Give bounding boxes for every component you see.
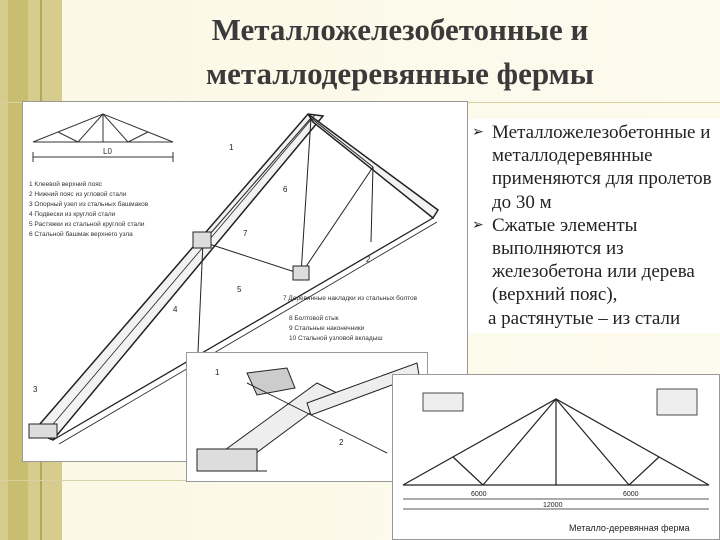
bullet-arrow-icon: ➢ (472, 125, 484, 140)
callout-label: 6 (283, 185, 288, 194)
callout-label: 2 (366, 255, 371, 264)
bullet-list (468, 119, 720, 333)
bullet-continuation: а растянутые – из стали (488, 307, 681, 329)
title-line-2: металлодеревянные фермы (206, 56, 594, 91)
callout-label: 4 (173, 305, 178, 314)
bullet-item (468, 214, 720, 307)
legend-line: 3 Опорный узел из стальных башмаков (29, 201, 149, 208)
bullet-item (468, 121, 720, 214)
legend-line: 9 Стальные наконечники (289, 325, 365, 332)
legend-line: 6 Стальной башмак верхнего узла (29, 231, 133, 238)
metal-wood-truss-drawing (392, 374, 720, 540)
callout-label: 3 (33, 385, 38, 394)
legend-line: 1 Клеевой верхний пояс (29, 181, 103, 188)
legend-line: 4 Подвески из круглой стали (29, 211, 116, 218)
slide-title (100, 8, 700, 96)
legend-line: 8 Болтовой стык (289, 315, 339, 322)
span-label: L0 (103, 147, 112, 156)
drawing-caption: Металло-деревянная ферма (569, 523, 690, 533)
callout-label: 2 (339, 438, 344, 447)
legend-line: 7 Деревянные накладки из стальных болтов (283, 295, 418, 302)
callout-label: 5 (237, 285, 242, 294)
metal-wood-truss-svg (393, 375, 719, 539)
callout-label: 1 (215, 368, 220, 377)
bullet-arrow-icon: ➢ (472, 217, 484, 233)
callout-label: 7 (243, 229, 248, 238)
dimension-label: 6000 (623, 491, 639, 498)
legend-line: 10 Стальной узловой вкладыш (289, 335, 383, 342)
dimension-label: 12000 (543, 502, 563, 509)
legend-line: 5 Растяжки из стальной круглой стали (29, 221, 145, 228)
legend-line: 2 Нижний пояс из угловой стали (29, 191, 127, 198)
node-detail-svg (187, 353, 427, 481)
callout-label: 1 (229, 143, 234, 152)
bullet-text: Металложелезобетонные и металлодеревянные применяются для пролетов до 30 м (492, 122, 712, 213)
title-line-1: Металложелезобетонные и (211, 12, 589, 47)
dimension-label: 6000 (471, 491, 487, 498)
bullet-text: Сжатые элементы выполняются из железобетона или дерева (верхний пояс), (492, 214, 695, 306)
